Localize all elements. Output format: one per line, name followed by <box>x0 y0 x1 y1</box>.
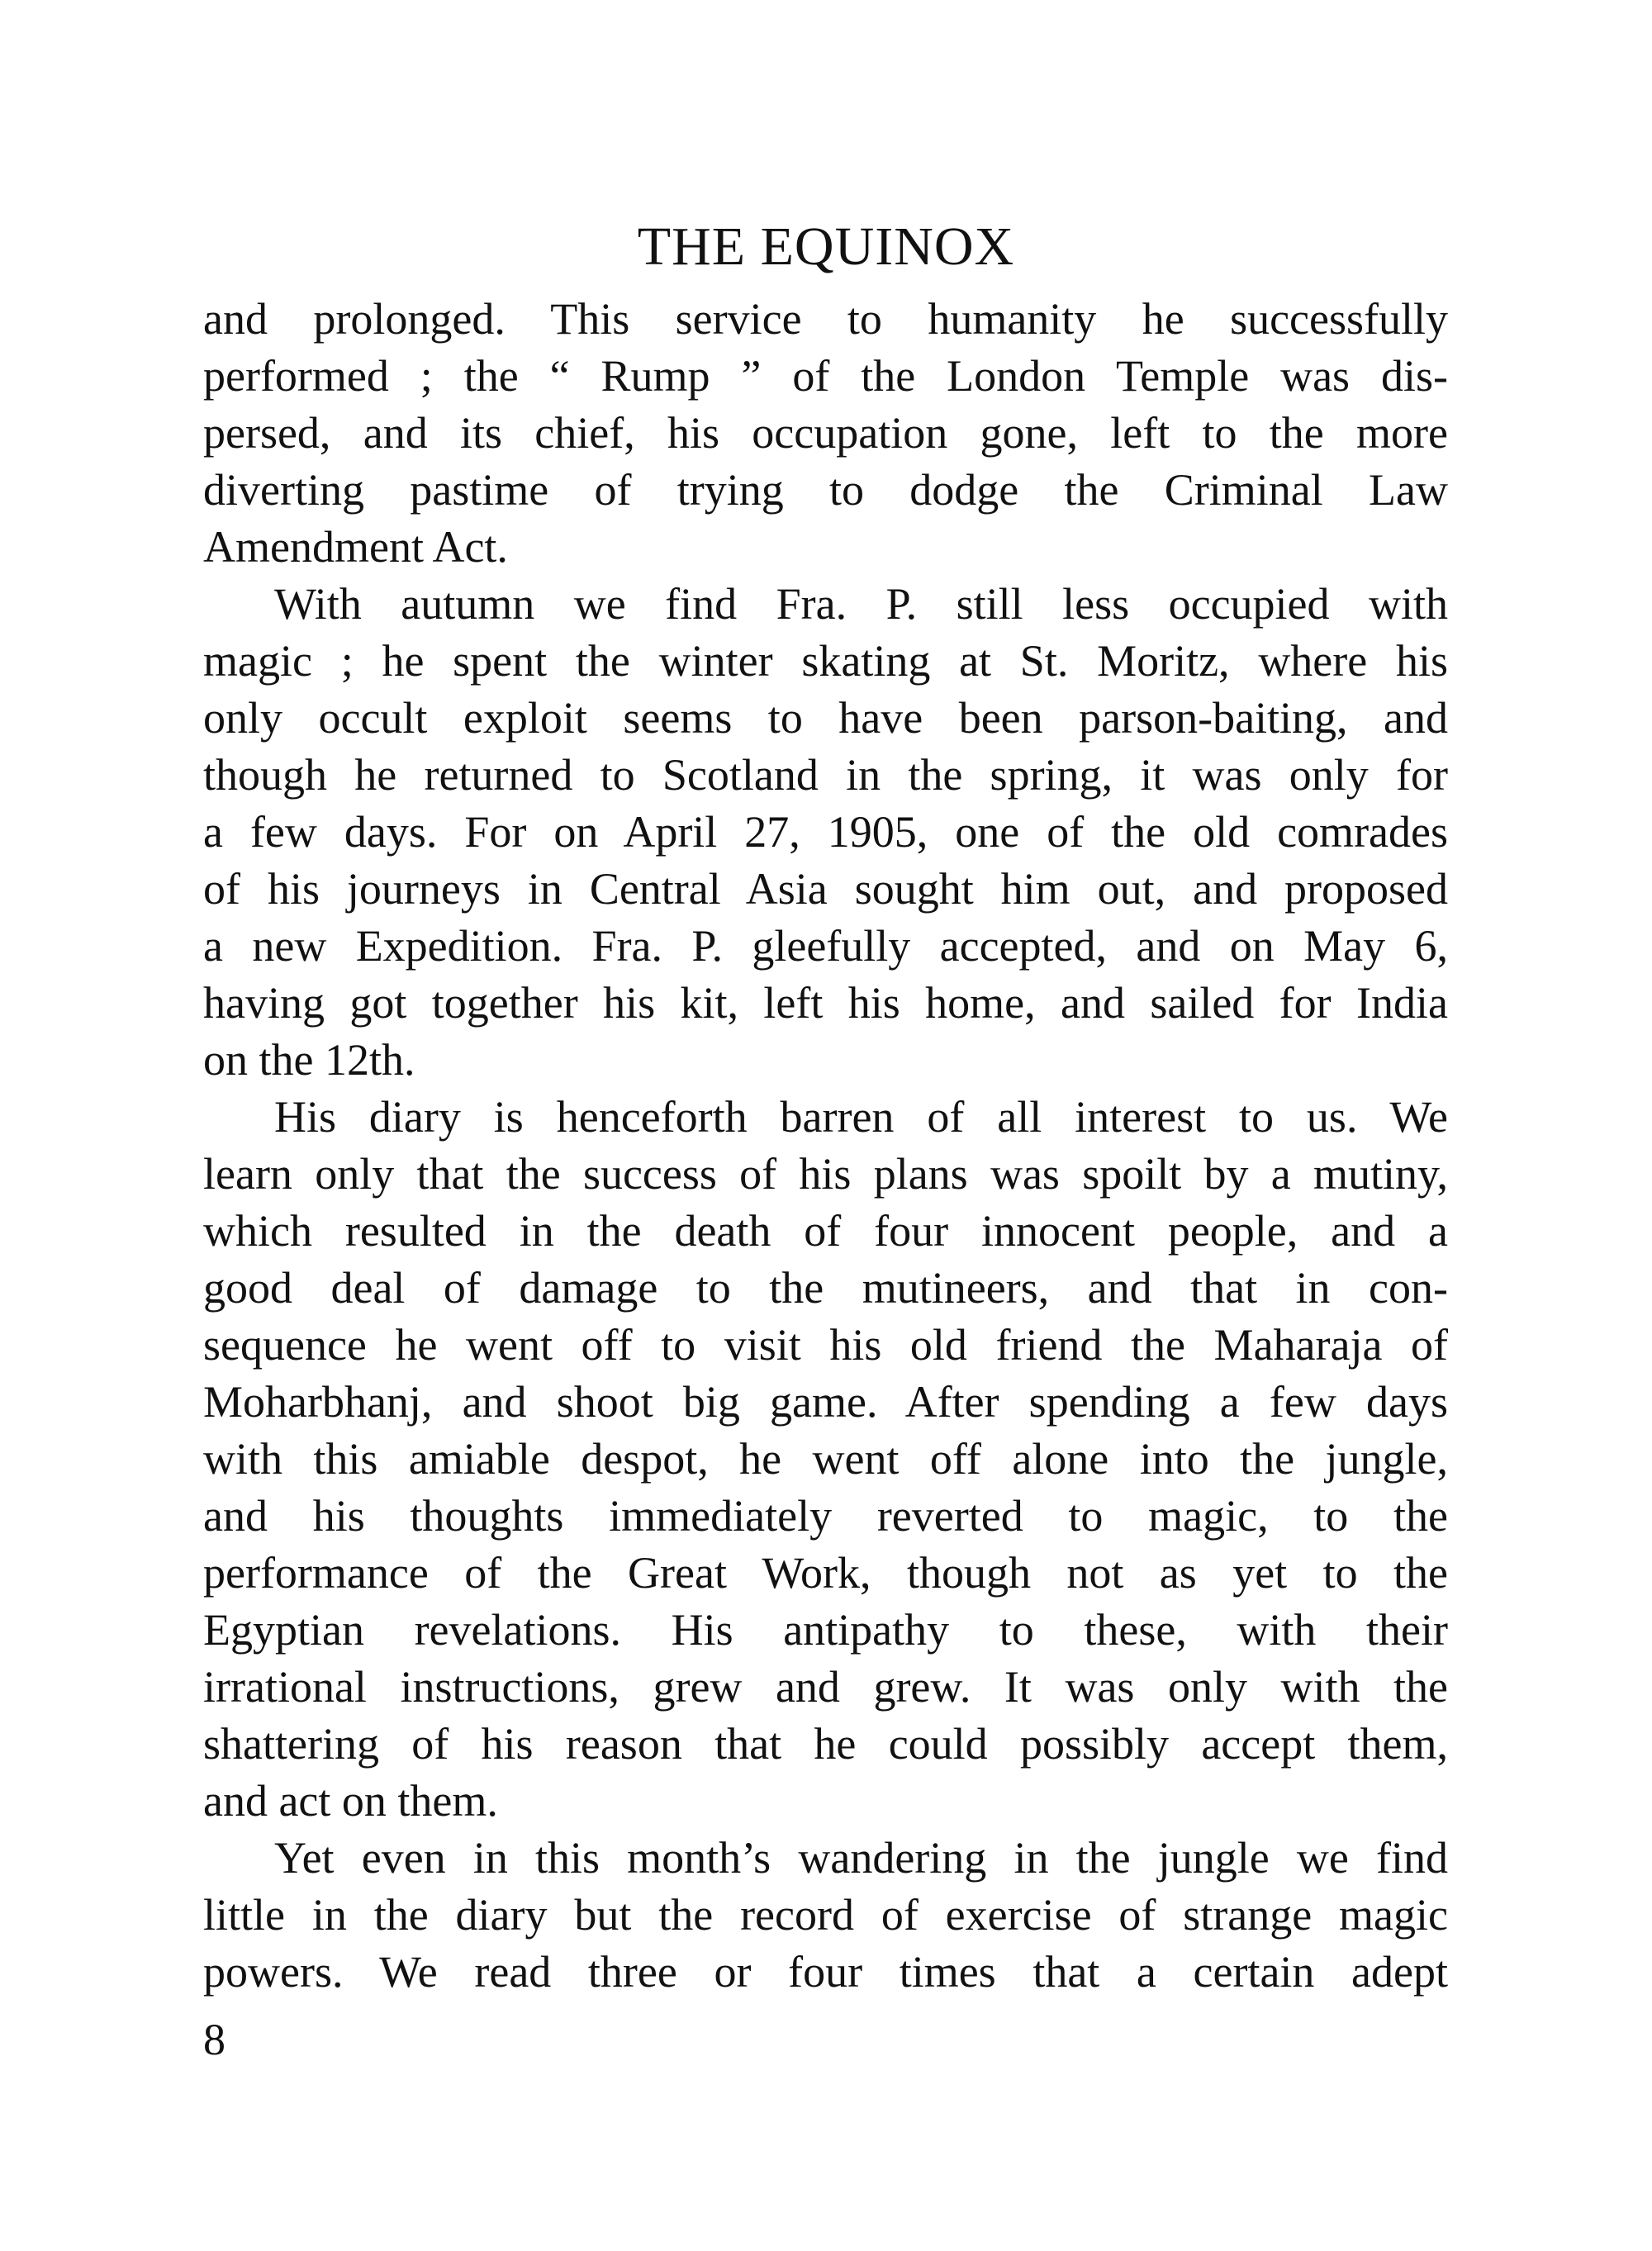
running-head: THE EQUINOX <box>637 216 1015 277</box>
text-line: Moharbhanj, and shoot big game. After spending a few days <box>203 1377 1448 1427</box>
text-line: magic ; he spent the winter skating at St. Moritz, where his <box>203 636 1448 686</box>
text-line: diverting pastime of trying to dodge the Criminal Law <box>203 465 1448 515</box>
text-line: only occult exploit seems to have been parson-baiting, and <box>203 693 1448 743</box>
text-line: of his journeys in Central Asia sought him out, and proposed <box>203 864 1448 914</box>
text-line: With autumn we find Fra. P. still less occupied with <box>274 579 1448 629</box>
text-line: shattering of his reason that he could possibly accept them, <box>203 1719 1448 1769</box>
text-line: and prolonged. This service to humanity he successfully <box>203 294 1448 344</box>
body-text <box>203 291 1448 2001</box>
text-line: with this amiable despot, he went off alone into the jungle, <box>203 1434 1448 1484</box>
text-line: performance of the Great Work, though not as yet to the <box>203 1548 1448 1598</box>
text-line: and his thoughts immediately reverted to magic, to the <box>203 1491 1448 1541</box>
text-line: Amendment Act. <box>203 522 508 572</box>
text-line: persed, and its chief, his occupation gone, left to the more <box>203 408 1448 458</box>
text-line: Yet even in this month’s wandering in the jungle we find <box>274 1833 1448 1883</box>
paragraph <box>203 1089 1448 1830</box>
text-line: powers. We read three or four times that a certain adept <box>203 1947 1448 1997</box>
text-line: a few days. For on April 27, 1905, one of the old comrades <box>203 807 1448 857</box>
text-line: His diary is henceforth barren of all interest to us. We <box>274 1092 1448 1142</box>
text-line: irrational instructions, grew and grew. It was only with the <box>203 1662 1448 1712</box>
paragraph <box>203 1830 1448 2001</box>
text-line: and act on them. <box>203 1776 498 1826</box>
paragraph <box>203 576 1448 1089</box>
text-line: sequence he went off to visit his old friend the Maharaja of <box>203 1320 1448 1370</box>
text-line: good deal of damage to the mutineers, and that in con- <box>203 1263 1448 1313</box>
text-line: on the 12th. <box>203 1035 415 1085</box>
text-line: which resulted in the death of four innocent people, and a <box>203 1206 1448 1256</box>
text-line: little in the diary but the record of exercise of strange magic <box>203 1890 1448 1940</box>
text-line: Egyptian revelations. His antipathy to these, with their <box>203 1605 1448 1655</box>
text-line: having got together his kit, left his home, and sailed for India <box>203 978 1448 1028</box>
page-number: 8 <box>203 2015 225 2064</box>
text-line: though he returned to Scotland in the spring, it was only for <box>203 750 1448 800</box>
paragraph <box>203 291 1448 576</box>
text-line: a new Expedition. Fra. P. gleefully accepted, and on May 6, <box>203 921 1448 971</box>
text-line: learn only that the success of his plans was spoilt by a mutiny, <box>203 1149 1448 1199</box>
text-line: performed ; the “ Rump ” of the London Temple was dis- <box>203 351 1448 401</box>
